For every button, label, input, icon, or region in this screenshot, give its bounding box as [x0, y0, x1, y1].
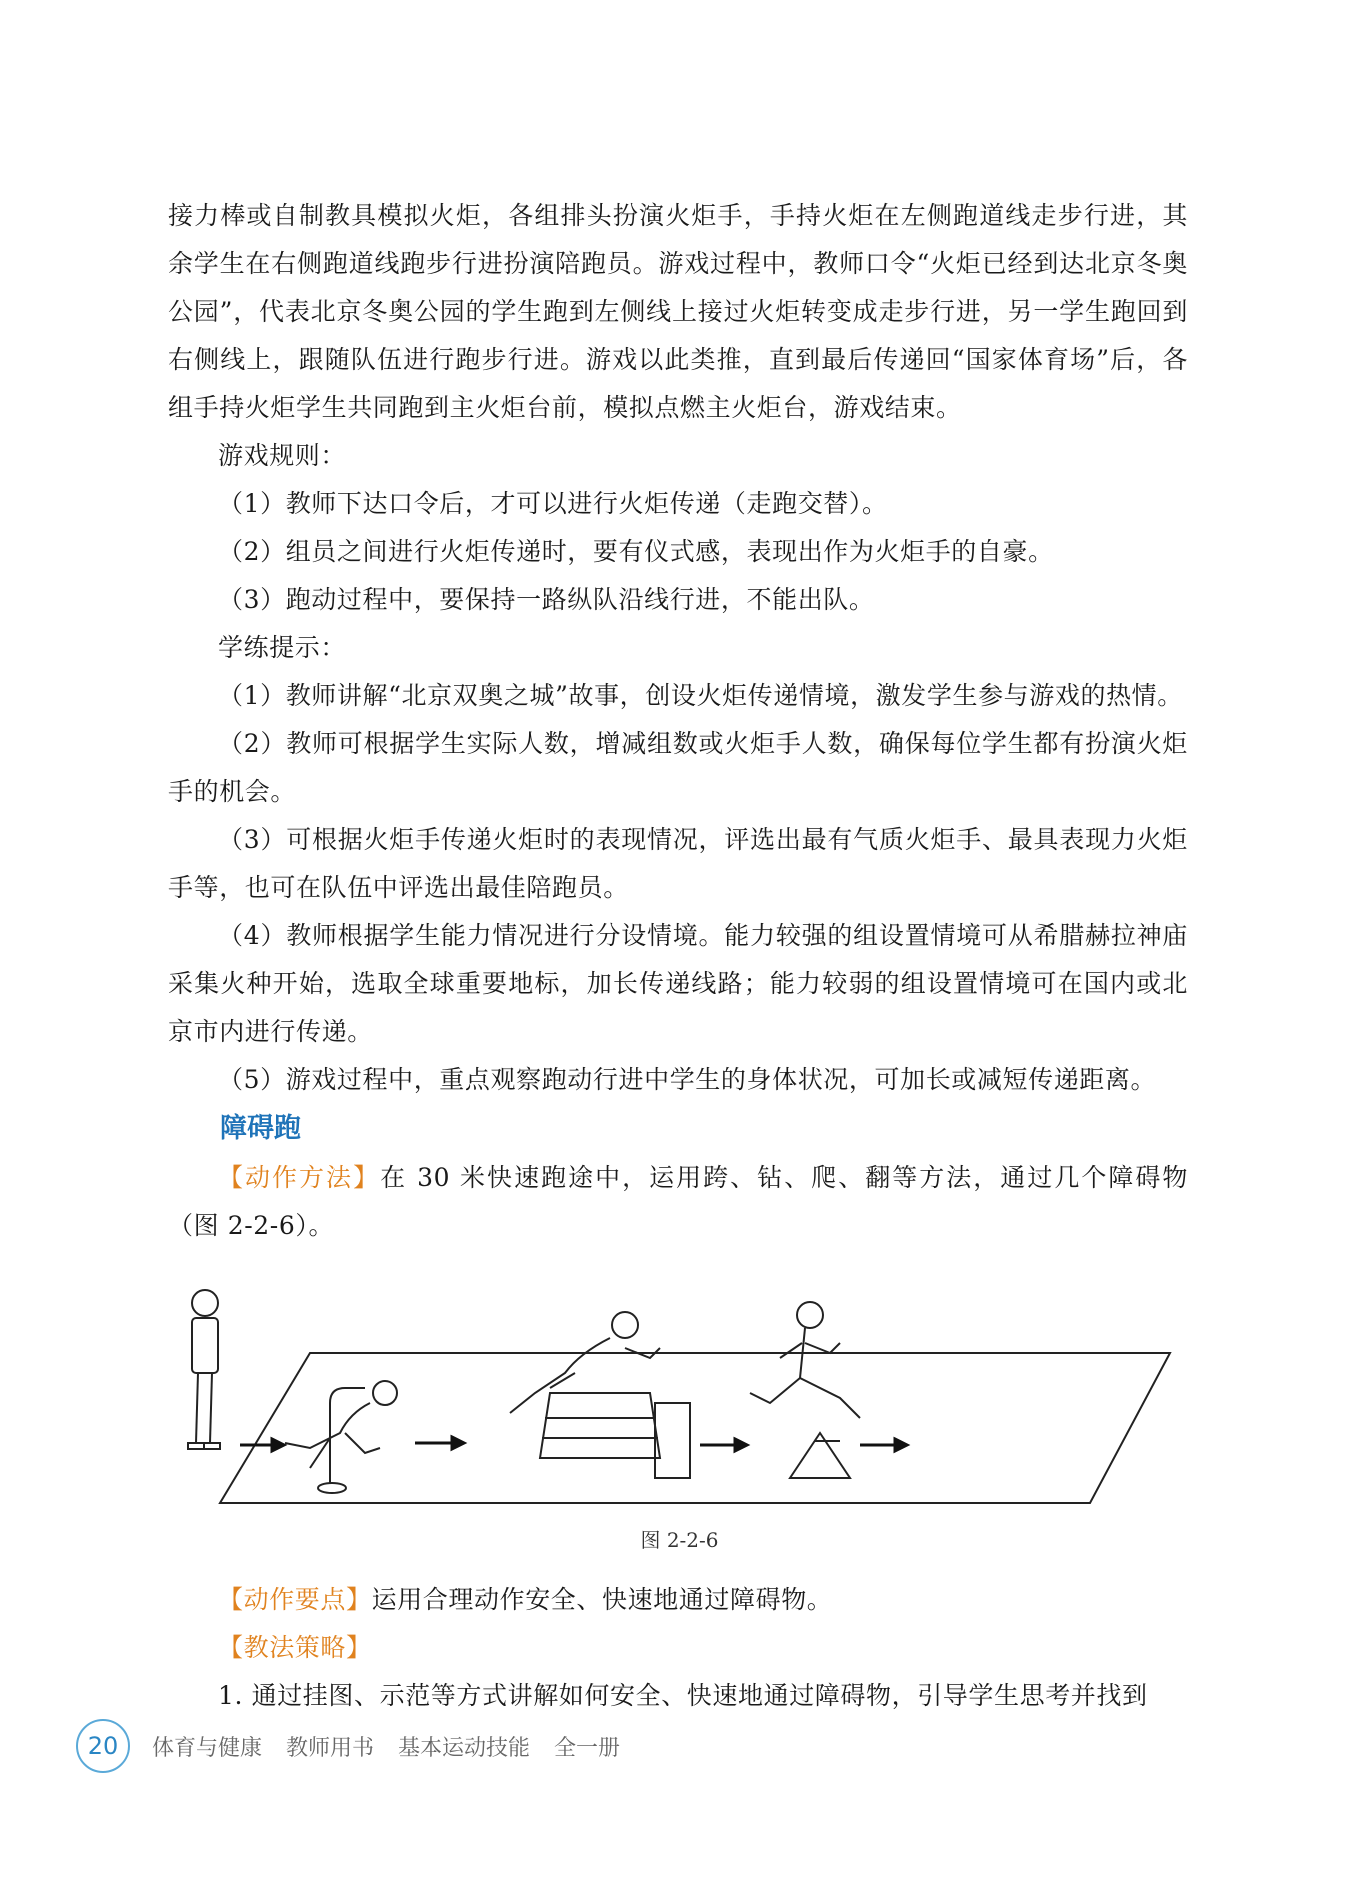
key-points-tag: 【动作要点】 — [218, 1585, 372, 1614]
obstacle-run-figure — [180, 1283, 1180, 1513]
lower-text — [168, 1576, 1188, 1720]
strategy-tag: 【教法策略】 — [218, 1633, 372, 1662]
rule-item-1: （1）教师下达口令后，才可以进行火炬传递（走跑交替）。 — [218, 489, 888, 518]
method-text: 在 30 米快速跑途中，运用跨、钻、爬、翻等方法，通过几个障碍物（图 2-2-6）。 — [168, 1163, 1188, 1240]
tips-title: 学练提示： — [218, 633, 347, 662]
tip-item-4: （4）教师根据学生能力情况进行分设情境。能力较强的组设置情境可从希腊赫拉神庙采集火种开始，选取全球重要地标，加长传递线路；能力较弱的组设置情境可在国内或北京市内进行传递。 — [168, 921, 1188, 1046]
standing-child-figure — [188, 1290, 220, 1449]
crawling-child-figure — [285, 1381, 397, 1493]
tip-item-5: （5）游戏过程中，重点观察跑动行进中学生的身体状况，可加长或减短传递距离。 — [218, 1065, 1157, 1094]
strategy-item-1: 1. 通过挂图、示范等方式讲解如何安全、快速地通过障碍物，引导学生思考并找到 — [218, 1681, 1148, 1710]
rule-item-2: （2）组员之间进行火炬传递时，要有仪式感，表现出作为火炬手的自豪。 — [218, 537, 1054, 566]
tip-item-3: （3）可根据火炬手传递火炬时的表现情况，评选出最有气质火炬手、最具表现力火炬手等，也可在队伍中评选出最佳陪跑员。 — [168, 825, 1188, 902]
figure-caption: 图 2-2-6 — [640, 1528, 719, 1552]
body-text — [168, 192, 1188, 1250]
rules-title: 游戏规则： — [218, 441, 347, 470]
page-number: 20 — [76, 1719, 130, 1773]
paragraph-torch-game: 接力棒或自制教具模拟火炬，各组排头扮演火炬手，手持火炬在左侧跑道线走步行进，其余学生在右侧跑道线跑步行进扮演陪跑员。游戏过程中，教师口令“火炬已经到达北京冬奥公园”，代表北京冬奥公园的学生跑到左侧线上接过火炬转变成走步行进，另一学生跑回到右侧线上，跟随队伍进行跑步行进。游戏以此类推，直到最后传递回“国家体育场”后，各组手持火炬学生共同跑到主火炬台前，模拟点燃主火炬台，游戏结束。 — [168, 201, 1188, 422]
method-paragraph — [168, 1154, 1188, 1250]
method-tag: 【动作方法】 — [218, 1163, 381, 1192]
track-ground — [220, 1353, 1170, 1503]
footer-subject: 体育与健康 — [152, 1735, 263, 1761]
rule-item-3: （3）跑动过程中，要保持一路纵队沿线行进，不能出队。 — [218, 585, 875, 614]
tip-item-2: （2）教师可根据学生实际人数，增减组数或火炬手人数，确保每位学生都有扮演火炬手的机会。 — [168, 729, 1188, 806]
page-footer — [76, 1716, 644, 1776]
footer-book-info — [152, 1731, 644, 1762]
strategy-title — [168, 1624, 1188, 1672]
key-points-text: 运用合理动作安全、快速地通过障碍物。 — [371, 1585, 833, 1614]
direction-arrows — [240, 1437, 907, 1451]
climbing-child-figure — [510, 1312, 690, 1478]
jumping-child-figure — [750, 1302, 860, 1478]
section-heading: 障碍跑 — [220, 1113, 301, 1144]
footer-volume: 全一册 — [554, 1735, 621, 1761]
footer-unit: 基本运动技能 — [398, 1735, 531, 1761]
key-points-paragraph — [168, 1576, 1188, 1624]
tip-item-1: （1）教师讲解“北京双奥之城”故事，创设火炬传递情境，激发学生参与游戏的热情。 — [218, 681, 1183, 710]
footer-type: 教师用书 — [286, 1735, 375, 1761]
